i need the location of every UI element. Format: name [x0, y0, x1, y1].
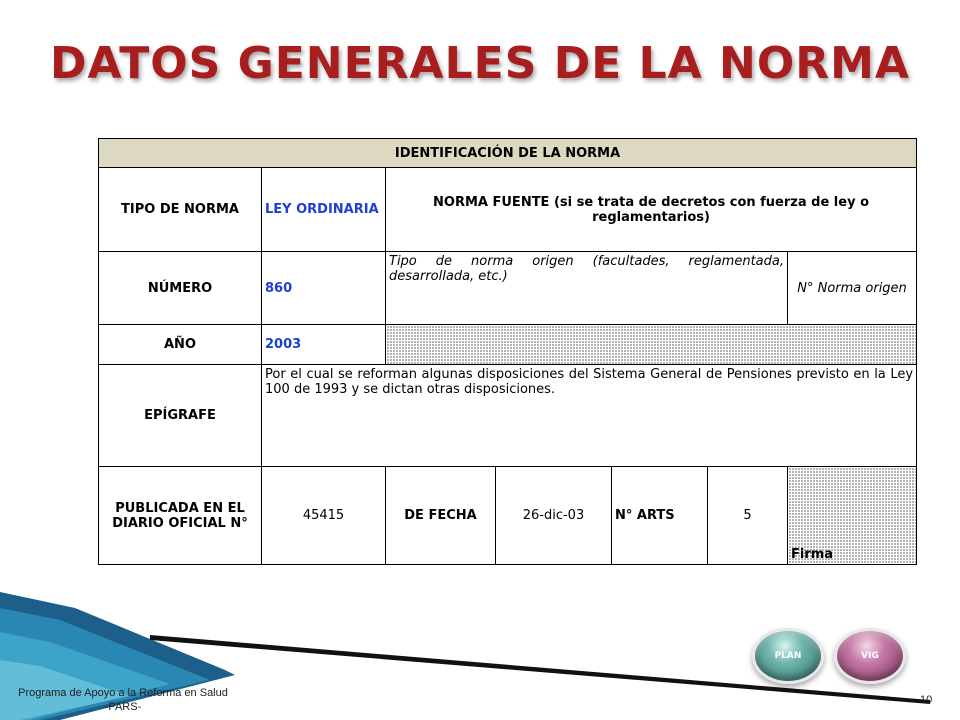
dotted-cell [386, 325, 917, 365]
anio-label: AÑO [99, 325, 262, 365]
norma-fuente-label: NORMA FUENTE (si se trata de decretos con fuerza de ley o reglamentarios) [386, 168, 917, 252]
epigrafe-text: Por el cual se reforman algunas disposiciones del Sistema General de Pensiones previsto en la Ley 100 de 1993 y se dictan otras disposiciones. [262, 365, 917, 467]
page-title: DATOS GENERALES DE LA NORMA [50, 38, 910, 89]
arts-label: N° ARTS [612, 467, 708, 565]
footer-text: Programa de Apoyo a la Reforma en Salud -PARS- [18, 687, 228, 713]
tipo-norma-origen-label: Tipo de norma origen (facultades, reglamentada, desarrollada, etc.) [386, 252, 788, 325]
numero-value: 860 [262, 252, 386, 325]
firma-cell: Firma [788, 467, 917, 565]
anio-value: 2003 [262, 325, 386, 365]
publicada-label: PUBLICADA EN EL DIARIO OFICIAL N° [99, 467, 262, 565]
fecha-label: DE FECHA [386, 467, 496, 565]
norma-table [98, 138, 917, 565]
publicada-value: 45415 [262, 467, 386, 565]
tipo-norma-value: LEY ORDINARIA [262, 168, 386, 252]
epigrafe-label: EPÍGRAFE [99, 365, 262, 467]
vig-button[interactable]: VIG [834, 628, 906, 684]
numero-label: NÚMERO [99, 252, 262, 325]
fecha-value: 26-dic-03 [496, 467, 612, 565]
table-header: IDENTIFICACIÓN DE LA NORMA [99, 139, 917, 168]
plan-button[interactable]: PLAN [752, 628, 824, 684]
arts-value: 5 [708, 467, 788, 565]
tipo-norma-label: TIPO DE NORMA [99, 168, 262, 252]
page-number: 10 [920, 694, 933, 706]
norma-origen-label: N° Norma origen [788, 252, 917, 325]
